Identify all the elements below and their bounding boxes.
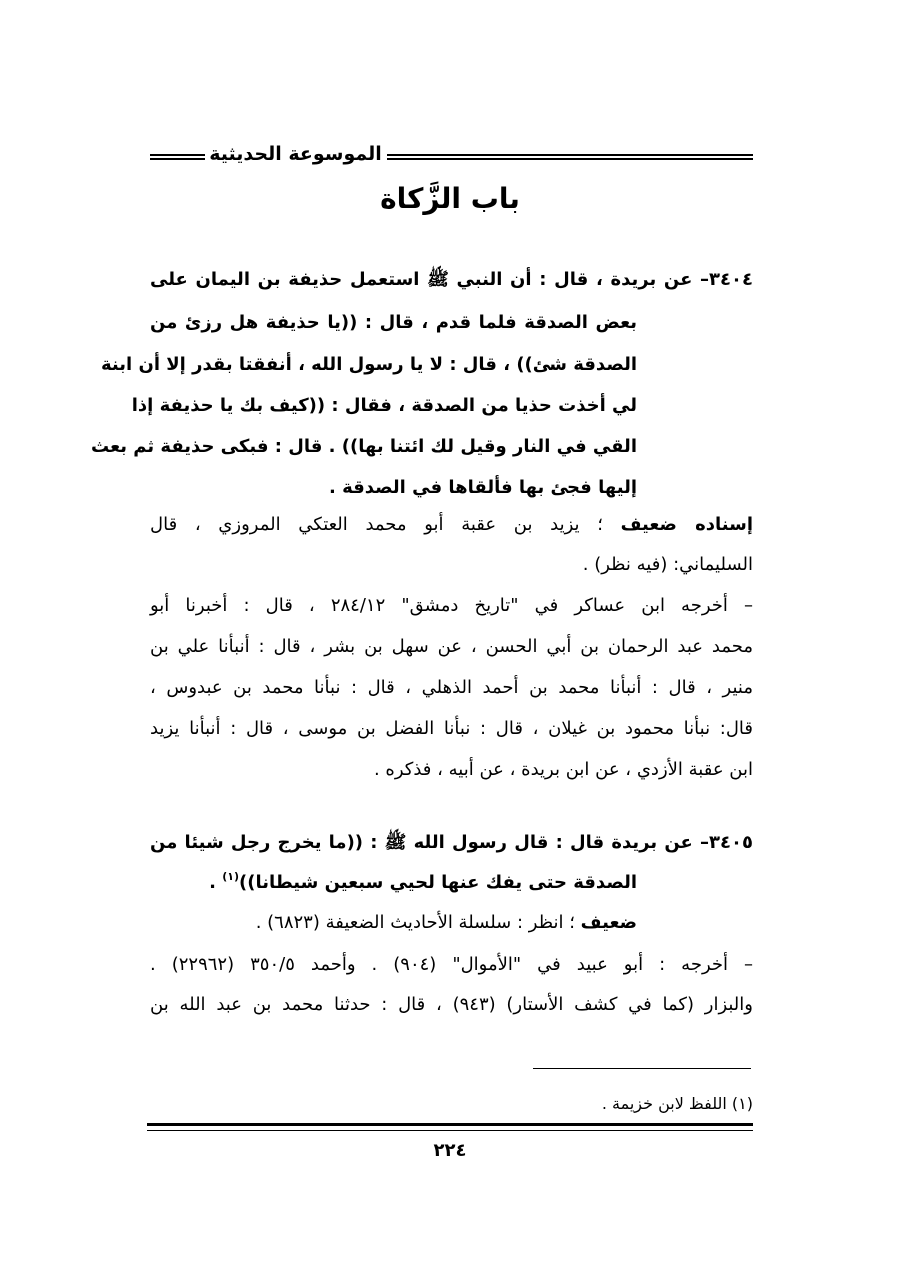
footnote-separator xyxy=(533,1068,751,1069)
header-rule-short xyxy=(150,154,205,160)
grading-label-3405: ضعيف xyxy=(580,912,637,933)
grading-text-3405: ؛ انظر : سلسلة الأحاديث الضعيفة (٦٨٢٣) . xyxy=(255,912,581,933)
hadith-3404-line-2: بعض الصدقة فلما قدم ، قال : ((يا حذيفة هل رزئ من xyxy=(150,312,637,333)
hadith-3405-takhrij-line-1: – أخرجه : أبو عبيد في "الأموال" (٩٠٤) . وأحمد ٣٥٠/٥ (٢٢٩٦٢) . xyxy=(150,954,753,975)
hadith-3404-line-6: إليها فجئ بها فألقاها في الصدقة . xyxy=(328,477,637,498)
footer-rule-thick xyxy=(147,1123,753,1126)
hadith-3404-takhrij-line-3: منير ، قال : أنبأنا محمد بن أحمد الذهلي ، قال : نبأنا محمد بن عبدوس ، xyxy=(150,677,753,698)
hadith-3405-text: الصدقة حتى يفك عنها لحيي سبعين شيطانا)) xyxy=(238,872,637,893)
page-number: ٢٢٤ xyxy=(433,1140,467,1161)
hadith-3404-takhrij-line-1: – أخرجه ابن عساكر في "تاريخ دمشق" ٢٨٤/١٢ ، قال : أخبرنا أبو xyxy=(150,595,753,616)
hadith-3404-line-3: الصدقة شئ)) ، قال : لا يا رسول الله ، أنفقتا بقدر إلا أن ابنة xyxy=(101,354,637,375)
footer-rule-thin xyxy=(147,1130,753,1131)
hadith-3404-grading xyxy=(150,516,753,534)
hadith-3405-line-2 xyxy=(209,870,637,893)
hadith-3404-takhrij-line-5: ابن عقبة الأزدي ، عن ابن بريدة ، عن أبيه ، فذكره . xyxy=(373,759,753,780)
hadith-3404-grading-line-2: السليماني: (فيه نظر) . xyxy=(582,554,753,575)
hadith-3404-line-5: القي في النار وقيل لك ائتنا بها)) . قال : فبكى حذيفة ثم بعث xyxy=(91,436,637,457)
grading-label: إسناده ضعيف xyxy=(620,514,753,535)
hadith-3405-line-1: ٣٤٠٥– عن بريدة قال : قال رسول الله ﷺ : ((ما يخرج رجل شيئا من xyxy=(150,832,753,853)
footnote-marker: (١) xyxy=(222,870,239,883)
hadith-3404-line-1: ٣٤٠٤– عن بريدة ، قال : أن النبي ﷺ استعمل حذيفة بن اليمان على xyxy=(150,269,753,290)
chapter-title: باب الزَّكاة xyxy=(380,182,520,215)
hadith-3404-takhrij-line-2: محمد عبد الرحمان بن أبي الحسن ، عن سهل بن بشر ، قال : أنبأنا علي بن xyxy=(150,636,753,657)
hadith-3405-grading xyxy=(256,914,637,932)
running-header-title: الموسوعة الحديثية xyxy=(209,143,382,165)
hadith-3405-end: . xyxy=(209,872,223,893)
grading-text: ؛ يزيد بن عقبة أبو محمد العتكي المروزي ، قال xyxy=(150,514,621,535)
footnote: (١) اللفظ لابن خزيمة . xyxy=(601,1094,753,1113)
hadith-3404-line-4: لي أخذت حذيا من الصدقة ، فقال : ((كيف بك يا حذيفة إذا xyxy=(131,395,637,416)
hadith-3404-takhrij-line-4: قال: نبأنا محمود بن غيلان ، قال : نبأنا الفضل بن موسى ، قال : أنبأنا يزيد xyxy=(150,718,753,739)
hadith-3405-takhrij-line-2: والبزار (كما في كشف الأستار) (٩٤٣) ، قال : حدثنا محمد بن عبد الله بن xyxy=(150,994,753,1015)
header-rule-long xyxy=(387,154,753,160)
